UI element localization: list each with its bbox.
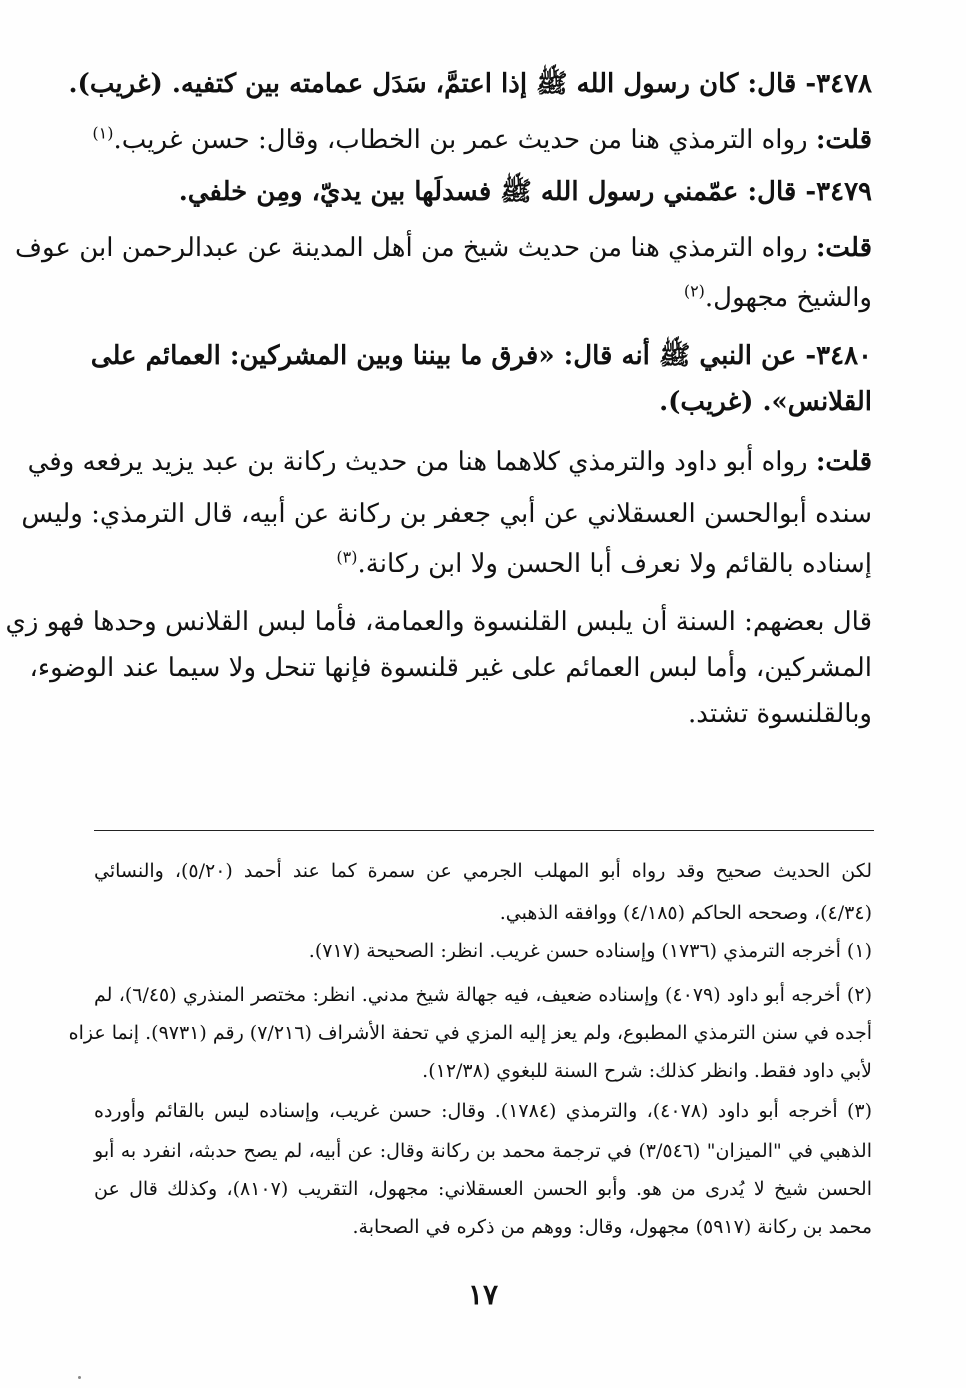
line-text: والشيخ مجهول. — [704, 283, 872, 313]
line-text: رواه الترمذي هنا من حديث عمر بن الخطاب، وقال: حسن غريب. — [113, 125, 808, 155]
commentary-line — [94, 544, 872, 584]
commentary-line — [29, 648, 872, 688]
line-text: قال بعضهم: السنة أن يلبس القلنسوة والعمامة، فأما لبس القلانس وحدها فهو زي — [5, 607, 872, 637]
line-text: ٣٤٧٨- قال: كان رسول الله ﷺ إذا اعتمَّ، سَدَل عمامته بين كتفيه. (غريب). — [68, 69, 872, 99]
commentary-line — [15, 228, 872, 268]
footnote-ref: (٢) — [683, 281, 705, 301]
footnote-line: (٤/٣٤)، وصححه الحاكم (٤/١٨٥) ووافقه الذهبي. — [499, 902, 872, 924]
line-text: وبالقلنسوة تشتد. — [688, 699, 872, 729]
footnote-line: (١) أخرجه الترمذي (١٧٣٦) وإسناده حسن غريب. انظر: الصحيحة (٧١٧). — [308, 940, 872, 962]
hadith-3478 — [68, 64, 872, 104]
hadith-3480-cont — [94, 382, 872, 422]
footnote-line: لأبي داود فقط. وانظر كذلك: شرح السنة للبغوي (١٢/٣٨). — [422, 1060, 872, 1082]
scan-speck — [78, 1376, 81, 1379]
qult-label: قلت: — [815, 447, 872, 477]
footnote-line: (٢) أخرجه أبو داود (٤٠٧٩) وإسناده ضعيف، فيه جهالة شيخ مدني. انظر: مختصر المنذري (٦/٤٥)، لم — [94, 984, 872, 1006]
commentary-line — [94, 278, 872, 318]
line-text: القلانس». (غريب). — [659, 387, 872, 417]
hadith-3479 — [94, 172, 872, 212]
commentary-line — [27, 442, 872, 482]
footnote-line: الحسن شيخ لا يُدرى من هو. وأبو الحسن العسقلاني: مجهول، التقريب (٨١٠٧)، وكذلك قال عن — [94, 1178, 872, 1200]
line-text: سنده أبوالحسن العسقلاني عن أبي جعفر بن ركانة عن أبيه، قال الترمذي: وليس — [21, 499, 872, 529]
commentary-line — [21, 494, 872, 534]
line-text: ٣٤٨٠- عن النبي ﷺ أنه قال: «فرق ما بيننا وبين المشركين: العمائم على — [90, 341, 872, 371]
line-text: رواه الترمذي هنا من حديث شيخ من أهل المدينة عن عبدالرحمن ابن عوف — [15, 233, 808, 263]
qult-label: قلت: — [815, 233, 872, 263]
line-text: ٣٤٧٩- قال: عمّمني رسول الله ﷺ فسدلَها بين يديّ، ومِن خلفي. — [178, 177, 872, 207]
footnote-ref: (٣) — [336, 547, 358, 567]
line-text: رواه أبو داود والترمذي كلاهما هنا من حديث ركانة بن عبد يزيد يرفعه وفي — [27, 447, 808, 477]
footnote-line: لكن الحديث صحيح وقد رواه أبو المهلب الجرمي عن سمرة كما عند أحمد (٥/٢٠)، والنسائي — [94, 860, 872, 882]
commentary-line — [5, 602, 872, 642]
hadith-3480 — [90, 336, 872, 376]
page-number: ١٧ — [467, 1278, 499, 1311]
line-text: المشركين، وأما لبس العمائم على غير قلنسوة فإنها تنحل ولا سيما عند الوضوء، — [29, 653, 872, 683]
footnote-line: الذهبي في "الميزان" (٣/٥٤٦) في ترجمة محمد بن ركانة وقال: عن أبيه، لم يصح حدبثه، انفرد به أبو — [94, 1140, 872, 1162]
line-text: إسناده بالقائم ولا نعرف أبا الحسن ولا ابن ركانة. — [357, 549, 872, 579]
footnote-line: أجده في سنن الترمذي المطبوع، ولم يعز إليه المزي في تحفة الأشراف (٧/٢١٦) رقم (٩٧٣١). إنما عزاه — [68, 1022, 872, 1044]
footnote-line: محمد بن ركانة (٥٩١٧) مجهول، وقال: ووهم من ذكره في الصحابة. — [352, 1216, 872, 1238]
footnote-ref: (١) — [92, 123, 114, 143]
commentary-line — [94, 120, 872, 160]
footnote-line: (٣) أخرجه أبو داود (٤٠٧٨)، والترمذي (١٧٨٤). وقال: حسن غريب، وإسناده ليس بالقائم وأورده — [94, 1100, 872, 1122]
footnote-rule — [94, 830, 874, 831]
commentary-line — [94, 694, 872, 734]
qult-label: قلت: — [815, 125, 872, 155]
